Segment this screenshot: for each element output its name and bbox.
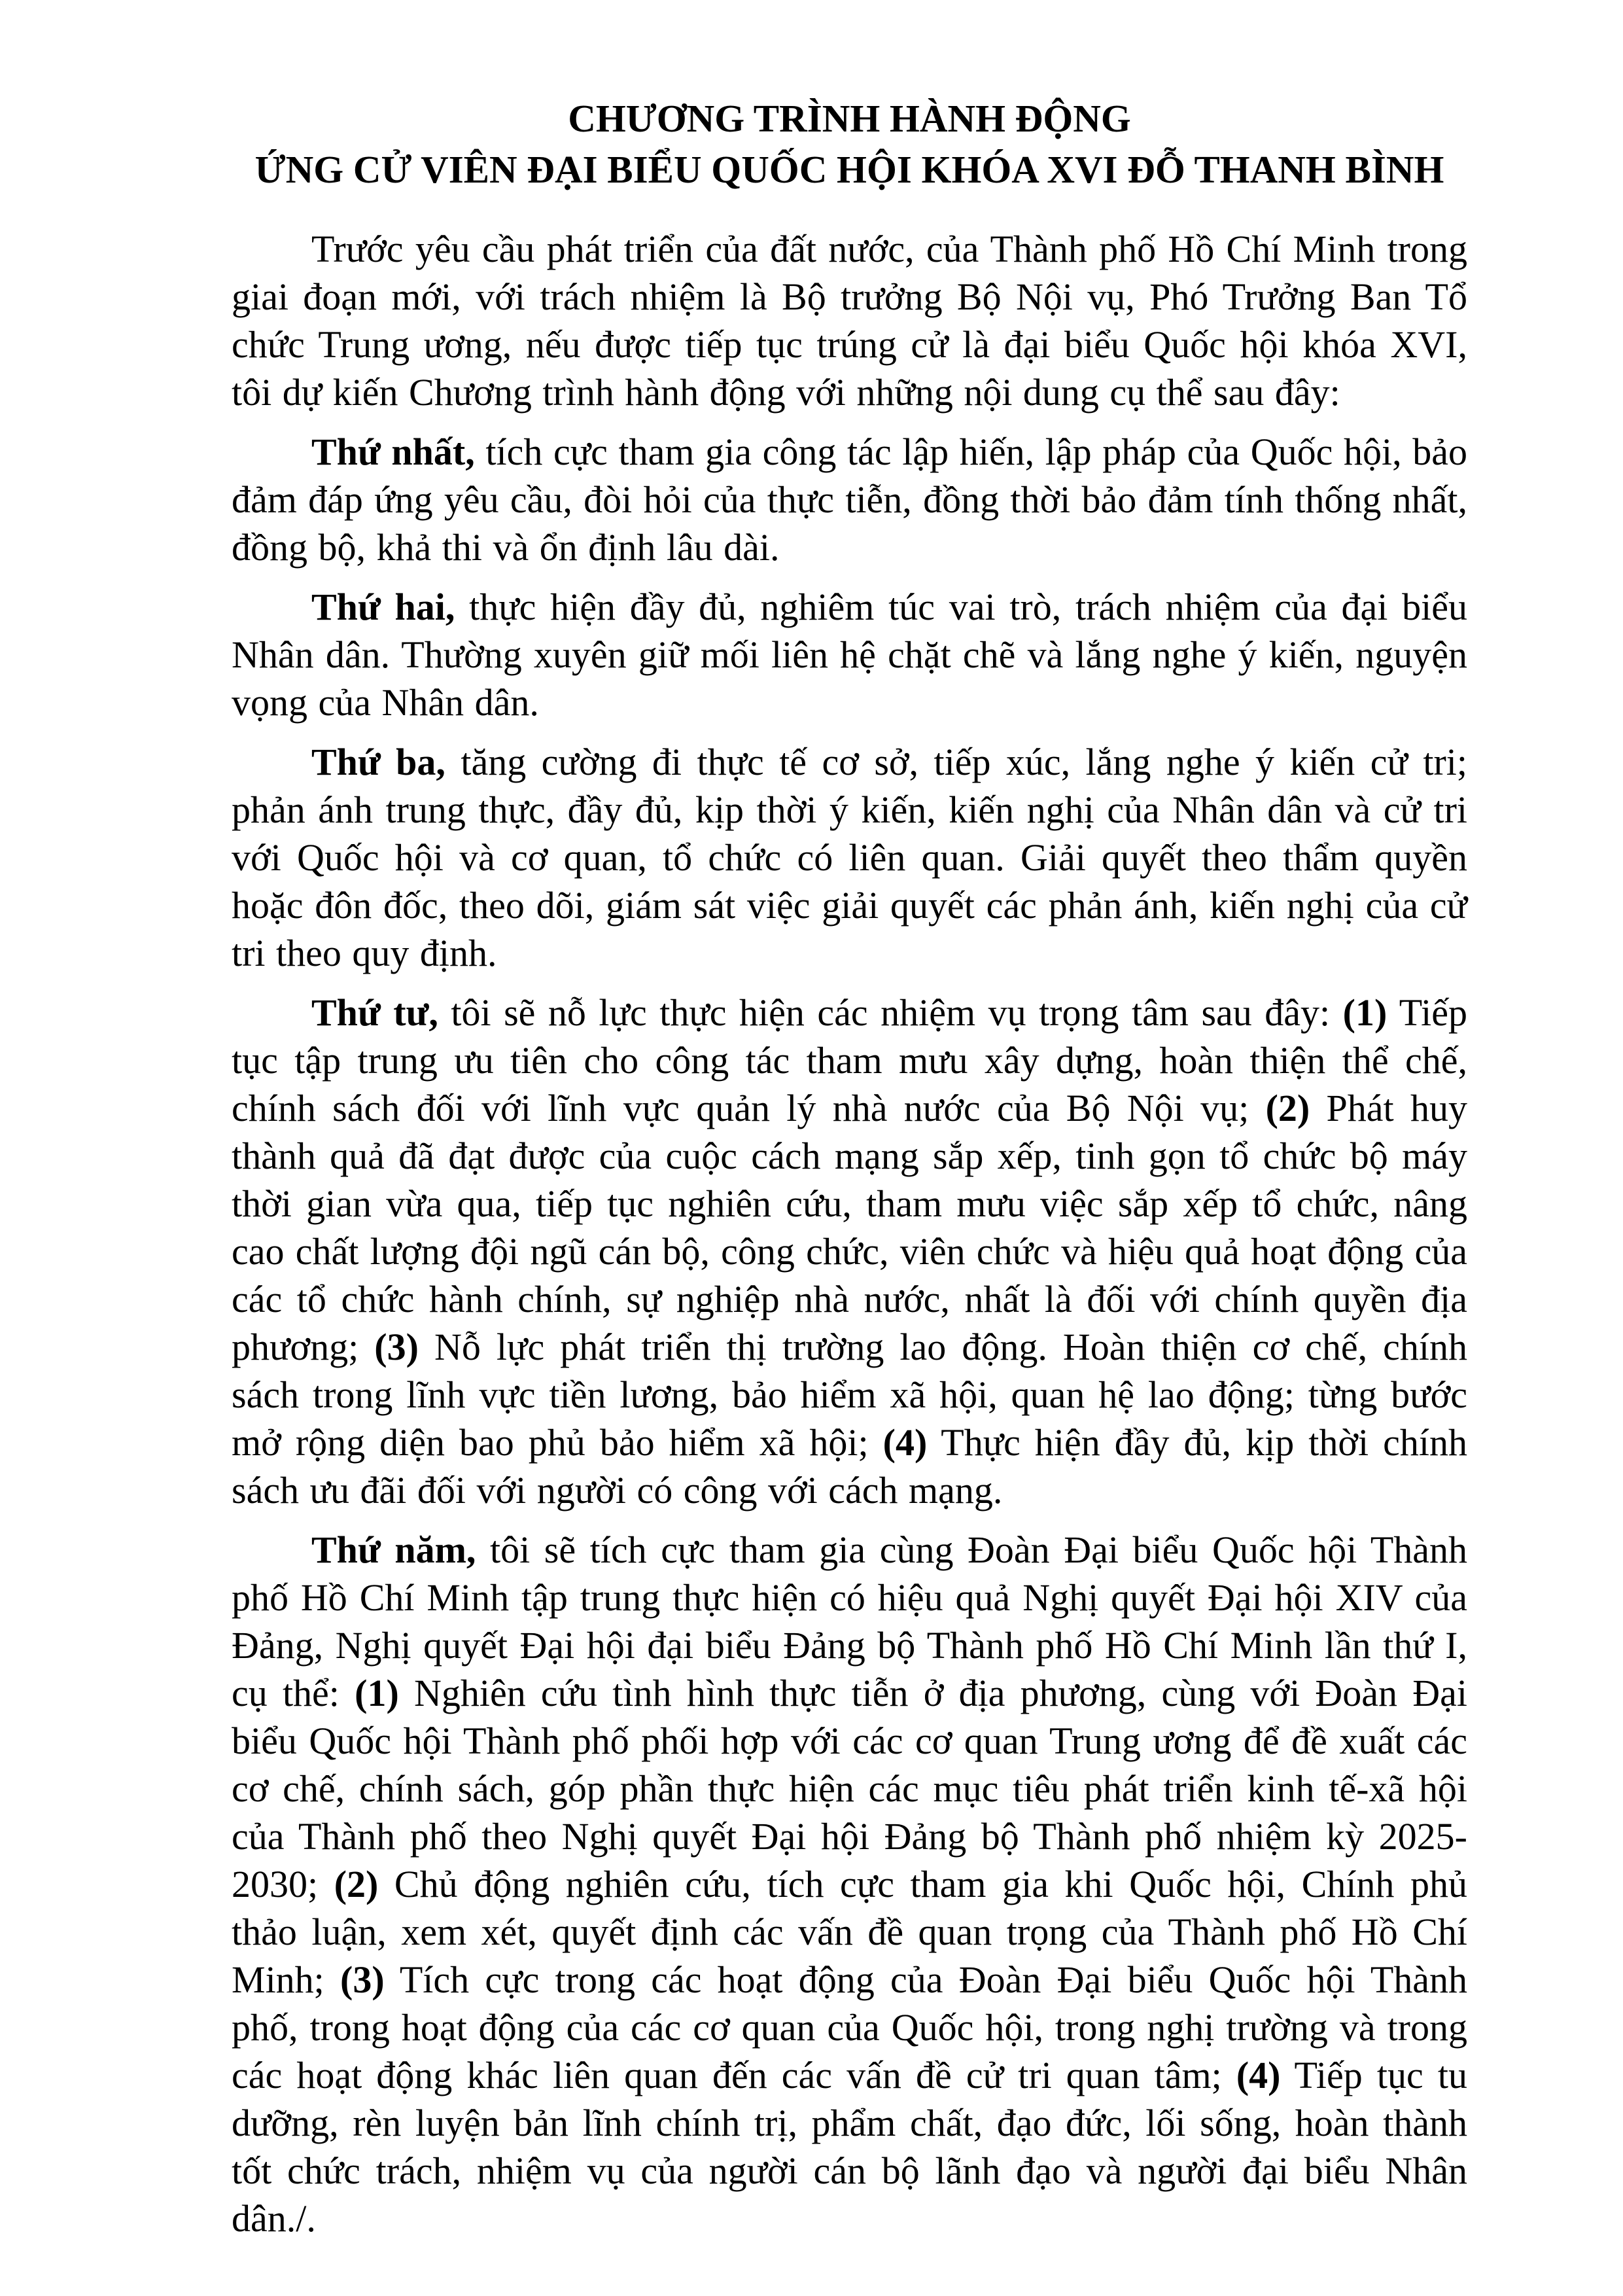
bold-run: Thứ nhất, bbox=[311, 431, 475, 473]
bold-run: Thứ ba, bbox=[311, 741, 445, 783]
bold-run: Thứ năm, bbox=[311, 1528, 476, 1571]
text-run: tăng cường đi thực tế cơ sở, tiếp xúc, lắng nghe ý kiến cử tri; phản ánh trung thực, đầy đủ, kịp thời ý kiến, kiến nghị của Nhân dân và cử tri với Quốc hội và cơ quan, tổ chức có liên quan. Giải quyết theo thẩm quyền hoặc đôn đốc, theo dõi, giám sát việc giải quyết các phản ánh, kiến nghị của cử tri theo quy định. bbox=[232, 741, 1467, 974]
text-run: Nỗ lực phát triển thị trường lao động. Hoàn thiện cơ chế, chính sách trong lĩnh vực tiền lương, bảo hiểm xã hội, quan hệ lao động; từng bước mở rộng diện bao phủ bảo hiểm xã hội; bbox=[232, 1326, 1467, 1464]
text-run: Tiếp tục tu dưỡng, rèn luyện bản lĩnh chính trị, phẩm chất, đạo đức, lối sống, hoàn thành tốt chức trách, nhiệm vụ của người cán bộ lãnh đạo và người đại biểu Nhân dân./. bbox=[232, 2054, 1467, 2240]
bold-run: (4) bbox=[882, 1421, 928, 1464]
text-run: Trước yêu cầu phát triển của đất nước, của Thành phố Hồ Chí Minh trong giai đoạn mới, với trách nhiệm là Bộ trưởng Bộ Nội vụ, Phó Trưởng Ban Tổ chức Trung ương, nếu được tiếp tục trúng cử là đại biểu Quốc hội khóa XVI, tôi dự kiến Chương trình hành động với những nội dung cụ thể sau đây: bbox=[232, 228, 1467, 414]
text-run: Phát huy thành quả đã đạt được của cuộc cách mạng sắp xếp, tinh gọn tổ chức bộ máy thời gian vừa qua, tiếp tục nghiên cứu, tham mưu việc sắp xếp tổ chức, nâng cao chất lượng đội ngũ cán bộ, công chức, viên chức và hiệu quả hoạt động của các tổ chức hành chính, sự nghiệp nhà nước, nhất là đối với chính quyền địa phương; bbox=[232, 1087, 1467, 1368]
document-title-line-1: CHƯƠNG TRÌNH HÀNH ĐỘNG bbox=[568, 97, 1131, 140]
document-title-line-2: ỨNG CỬ VIÊN ĐẠI BIỂU QUỐC HỘI KHÓA XVI ĐỖ THANH BÌNH bbox=[254, 148, 1444, 191]
paragraph bbox=[232, 989, 1467, 1514]
bold-run: (4) bbox=[1236, 2054, 1281, 2096]
bold-run: (2) bbox=[334, 1863, 379, 1905]
document-body bbox=[232, 225, 1467, 2242]
bold-run: Thứ tư, bbox=[311, 991, 438, 1034]
text-run: Thực hiện đầy đủ, kịp thời chính sách ưu đãi đối với người có công với cách mạng. bbox=[232, 1421, 1468, 1511]
paragraph bbox=[232, 583, 1467, 726]
text-run: tích cực tham gia công tác lập hiến, lập pháp của Quốc hội, bảo đảm đáp ứng yêu cầu, đòi hỏi của thực tiễn, đồng thời bảo đảm tính thống nhất, đồng bộ, khả thi và ổn định lâu dài. bbox=[232, 431, 1467, 569]
text-run: tôi sẽ nỗ lực thực hiện các nhiệm vụ trọng tâm sau đây: bbox=[438, 991, 1343, 1034]
text-run: tôi sẽ tích cực tham gia cùng Đoàn Đại biểu Quốc hội Thành phố Hồ Chí Minh tập trung thực hiện có hiệu quả Nghị quyết Đại hội XIV của Đảng, Nghị quyết Đại hội đại biểu Đảng bộ Thành phố Hồ Chí Minh lần thứ I, cụ thể: bbox=[232, 1528, 1467, 1714]
document-title bbox=[232, 93, 1467, 195]
paragraph bbox=[232, 225, 1467, 416]
bold-run: (1) bbox=[355, 1672, 399, 1714]
text-run: Tích cực trong các hoạt động của Đoàn Đại biểu Quốc hội Thành phố, trong hoạt động của các cơ quan của Quốc hội, trong nghị trường và trong các hoạt động khác liên quan đến các vấn đề cử tri quan tâm; bbox=[232, 1958, 1467, 2096]
bold-run: (1) bbox=[1342, 991, 1387, 1034]
text-run: Nghiên cứu tình hình thực tiễn ở địa phương, cùng với Đoàn Đại biểu Quốc hội Thành phố phối hợp với các cơ quan Trung ương để đề xuất các cơ chế, chính sách, góp phần thực hiện các mục tiêu phát triển kinh tế-xã hội của Thành phố theo Nghị quyết Đại hội Đảng bộ Thành phố nhiệm kỳ 2025-2030; bbox=[232, 1672, 1467, 1905]
bold-run: (3) bbox=[374, 1326, 419, 1368]
bold-run: (3) bbox=[340, 1958, 385, 2001]
paragraph bbox=[232, 1526, 1467, 2242]
text-run: Chủ động nghiên cứu, tích cực tham gia khi Quốc hội, Chính phủ thảo luận, xem xét, quyết định các vấn đề quan trọng của Thành phố Hồ Chí Minh; bbox=[232, 1863, 1467, 2001]
text-run: thực hiện đầy đủ, nghiêm túc vai trò, trách nhiệm của đại biểu Nhân dân. Thường xuyên giữ mối liên hệ chặt chẽ và lắng nghe ý kiến, nguyện vọng của Nhân dân. bbox=[232, 586, 1467, 724]
paragraph bbox=[232, 428, 1467, 571]
bold-run: (2) bbox=[1265, 1087, 1310, 1129]
text-run: Tiếp tục tập trung ưu tiên cho công tác tham mưu xây dựng, hoàn thiện thể chế, chính sách đối với lĩnh vực quản lý nhà nước của Bộ Nội vụ; bbox=[232, 991, 1467, 1129]
bold-run: Thứ hai, bbox=[311, 586, 455, 628]
paragraph bbox=[232, 738, 1467, 977]
